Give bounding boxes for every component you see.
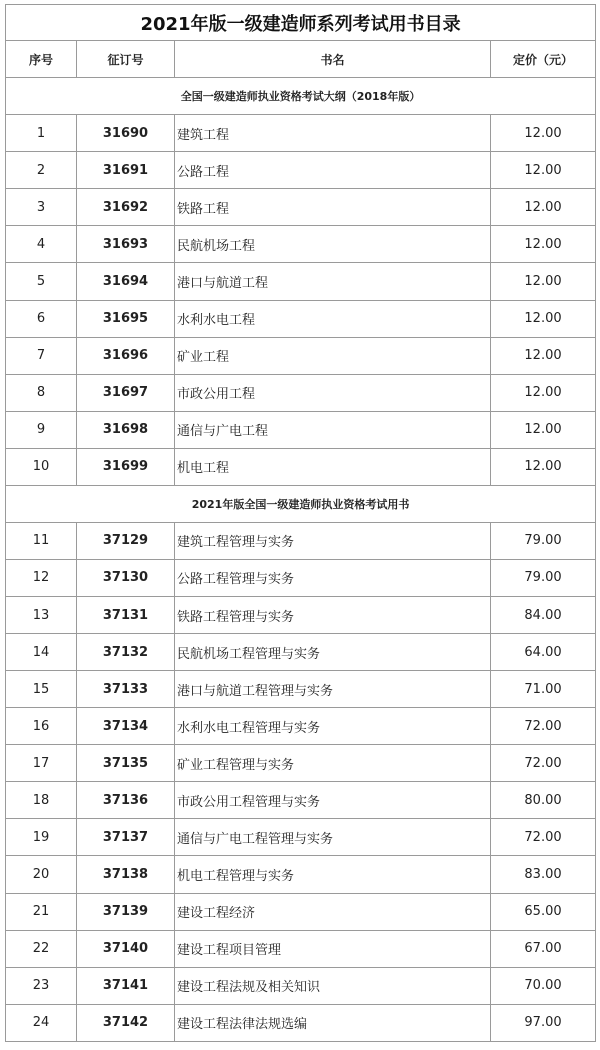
table-row (6, 560, 596, 597)
row-order-code: 37137 (77, 819, 175, 856)
row-book-name: 民航机场工程管理与实务 (175, 634, 491, 671)
row-seq: 12 (6, 560, 77, 597)
row-seq: 18 (6, 782, 77, 819)
row-price: 12.00 (491, 375, 596, 412)
table-row (6, 931, 596, 968)
table-row (6, 338, 596, 375)
row-price: 12.00 (491, 449, 596, 486)
row-seq: 6 (6, 301, 77, 338)
row-price: 12.00 (491, 412, 596, 449)
row-order-code: 31691 (77, 152, 175, 189)
row-order-code: 37129 (77, 523, 175, 560)
row-order-code: 37131 (77, 597, 175, 634)
row-seq: 16 (6, 708, 77, 745)
row-book-name: 建筑工程管理与实务 (175, 523, 491, 560)
row-book-name: 机电工程管理与实务 (175, 856, 491, 893)
row-seq: 17 (6, 745, 77, 782)
table-row (6, 782, 596, 819)
row-order-code: 37134 (77, 708, 175, 745)
table-row (6, 115, 596, 152)
row-order-code: 37141 (77, 968, 175, 1005)
table-row (6, 597, 596, 634)
row-price: 12.00 (491, 115, 596, 152)
row-price: 12.00 (491, 189, 596, 226)
row-order-code: 31695 (77, 301, 175, 338)
section-row (6, 486, 596, 523)
header-row (6, 41, 596, 78)
row-order-code: 31692 (77, 189, 175, 226)
row-price: 72.00 (491, 745, 596, 782)
row-order-code: 37139 (77, 894, 175, 931)
table-row (6, 412, 596, 449)
row-book-name: 矿业工程 (175, 338, 491, 375)
row-order-code: 31694 (77, 263, 175, 300)
row-price: 97.00 (491, 1005, 596, 1042)
row-price: 64.00 (491, 634, 596, 671)
page-title: 2021年版一级建造师系列考试用书目录 (6, 5, 596, 41)
catalog-body (6, 5, 596, 1042)
row-book-name: 建设工程经济 (175, 894, 491, 931)
row-price: 79.00 (491, 560, 596, 597)
table-row (6, 375, 596, 412)
table-row (6, 745, 596, 782)
table-row (6, 856, 596, 893)
table-row (6, 449, 596, 486)
row-price: 83.00 (491, 856, 596, 893)
row-seq: 19 (6, 819, 77, 856)
row-order-code: 37142 (77, 1005, 175, 1042)
row-book-name: 市政公用工程管理与实务 (175, 782, 491, 819)
row-seq: 21 (6, 894, 77, 931)
row-book-name: 市政公用工程 (175, 375, 491, 412)
row-book-name: 公路工程管理与实务 (175, 560, 491, 597)
table-row (6, 708, 596, 745)
row-price: 67.00 (491, 931, 596, 968)
row-price: 12.00 (491, 263, 596, 300)
table-row (6, 671, 596, 708)
row-book-name: 水利水电工程管理与实务 (175, 708, 491, 745)
row-book-name: 机电工程 (175, 449, 491, 486)
row-book-name: 建设工程项目管理 (175, 931, 491, 968)
section-heading: 2021年版全国一级建造师执业资格考试用书 (6, 486, 596, 523)
row-seq: 14 (6, 634, 77, 671)
row-order-code: 37130 (77, 560, 175, 597)
row-book-name: 水利水电工程 (175, 301, 491, 338)
row-price: 72.00 (491, 708, 596, 745)
row-order-code: 31690 (77, 115, 175, 152)
row-order-code: 37138 (77, 856, 175, 893)
row-seq: 23 (6, 968, 77, 1005)
row-order-code: 37132 (77, 634, 175, 671)
row-price: 84.00 (491, 597, 596, 634)
table-row (6, 634, 596, 671)
table-row (6, 1005, 596, 1042)
row-order-code: 37135 (77, 745, 175, 782)
row-book-name: 建设工程法规及相关知识 (175, 968, 491, 1005)
table-row (6, 226, 596, 263)
row-order-code: 37136 (77, 782, 175, 819)
row-book-name: 公路工程 (175, 152, 491, 189)
row-order-code: 31693 (77, 226, 175, 263)
header-seq: 序号 (6, 41, 77, 78)
table-row (6, 301, 596, 338)
row-seq: 15 (6, 671, 77, 708)
row-order-code: 31698 (77, 412, 175, 449)
table-row (6, 819, 596, 856)
row-book-name: 港口与航道工程 (175, 263, 491, 300)
row-price: 71.00 (491, 671, 596, 708)
header-code: 征订号 (77, 41, 175, 78)
row-book-name: 铁路工程管理与实务 (175, 597, 491, 634)
row-seq: 1 (6, 115, 77, 152)
row-seq: 13 (6, 597, 77, 634)
row-seq: 3 (6, 189, 77, 226)
row-order-code: 31697 (77, 375, 175, 412)
row-seq: 8 (6, 375, 77, 412)
section-row (6, 78, 596, 115)
row-book-name: 铁路工程 (175, 189, 491, 226)
row-price: 80.00 (491, 782, 596, 819)
row-seq: 2 (6, 152, 77, 189)
row-book-name: 矿业工程管理与实务 (175, 745, 491, 782)
table-row (6, 263, 596, 300)
row-order-code: 31699 (77, 449, 175, 486)
table-row (6, 189, 596, 226)
row-seq: 22 (6, 931, 77, 968)
row-book-name: 港口与航道工程管理与实务 (175, 671, 491, 708)
row-price: 12.00 (491, 338, 596, 375)
table-row (6, 523, 596, 560)
row-price: 72.00 (491, 819, 596, 856)
row-order-code: 37140 (77, 931, 175, 968)
row-book-name: 通信与广电工程 (175, 412, 491, 449)
header-price: 定价（元） (491, 41, 596, 78)
row-order-code: 31696 (77, 338, 175, 375)
row-book-name: 建设工程法律法规选编 (175, 1005, 491, 1042)
table-row (6, 968, 596, 1005)
row-seq: 4 (6, 226, 77, 263)
table-row (6, 152, 596, 189)
row-seq: 24 (6, 1005, 77, 1042)
row-price: 65.00 (491, 894, 596, 931)
row-seq: 5 (6, 263, 77, 300)
row-book-name: 建筑工程 (175, 115, 491, 152)
row-seq: 7 (6, 338, 77, 375)
row-price: 12.00 (491, 152, 596, 189)
row-price: 12.00 (491, 226, 596, 263)
row-seq: 10 (6, 449, 77, 486)
row-book-name: 通信与广电工程管理与实务 (175, 819, 491, 856)
row-order-code: 37133 (77, 671, 175, 708)
row-price: 12.00 (491, 301, 596, 338)
row-price: 70.00 (491, 968, 596, 1005)
table-row (6, 894, 596, 931)
row-seq: 20 (6, 856, 77, 893)
section-heading: 全国一级建造师执业资格考试大纲（2018年版） (6, 78, 596, 115)
row-seq: 9 (6, 412, 77, 449)
row-seq: 11 (6, 523, 77, 560)
row-book-name: 民航机场工程 (175, 226, 491, 263)
row-price: 79.00 (491, 523, 596, 560)
header-name: 书名 (175, 41, 491, 78)
title-row (6, 5, 596, 41)
book-catalog-table (5, 4, 596, 1042)
